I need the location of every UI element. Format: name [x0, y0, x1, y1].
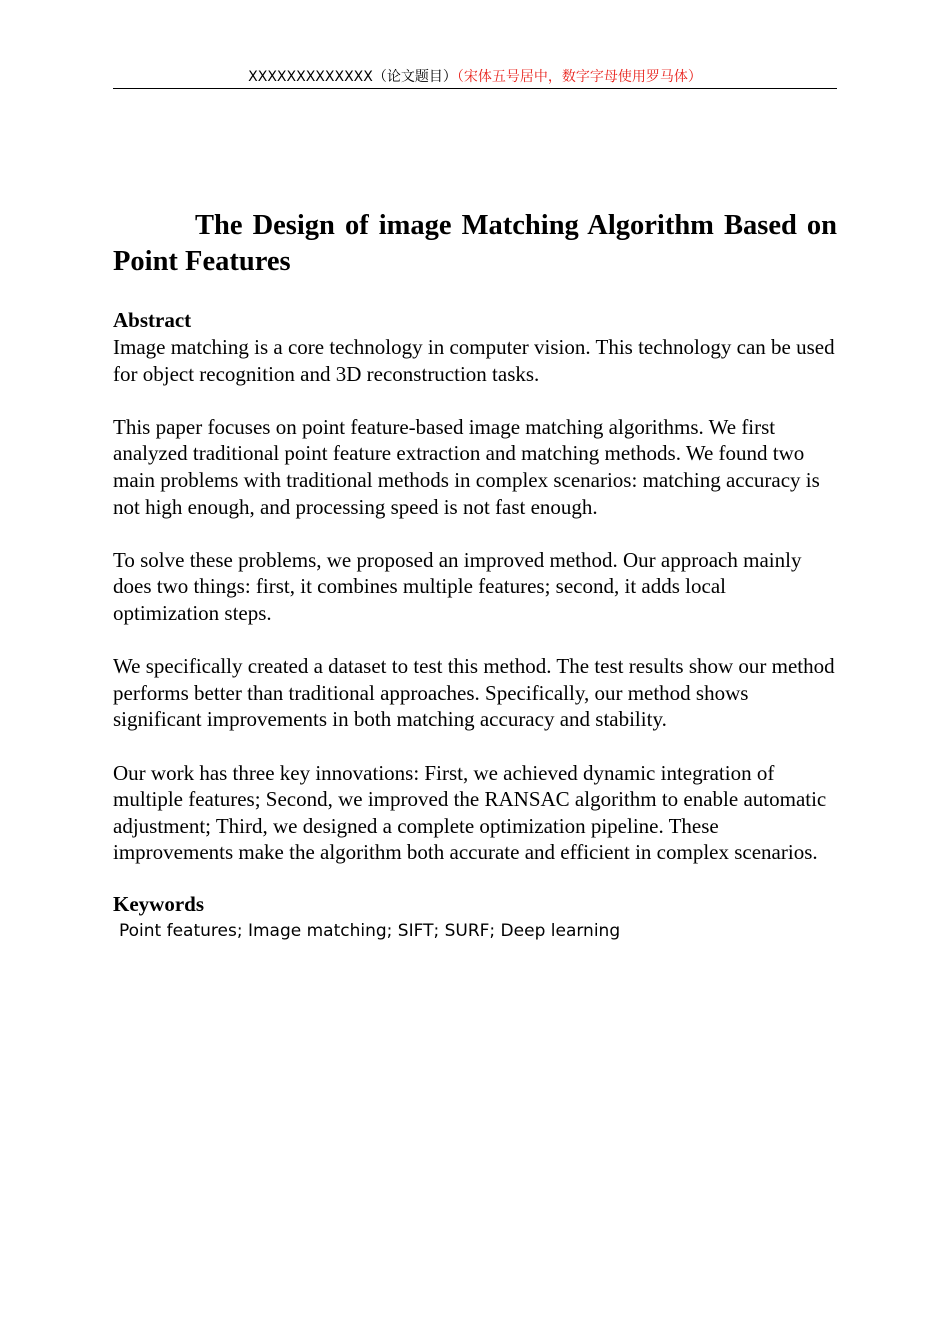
abstract-paragraph: Image matching is a core technology in computer vision. This technology can be used for object recognition and 3D reconstruction tasks.: [113, 335, 835, 386]
abstract-paragraph: This paper focuses on point feature-based image matching algorithms. We first analyzed traditional point feature extraction and matching methods. We found two main problems with traditional methods in complex scenarios: matching accuracy is not high enough, and processing speed is not fast enough.: [113, 414, 820, 519]
abstract-paragraph: To solve these problems, we proposed an improved method. Our approach mainly does two things: first, it combines multiple features; second, it adds local optimization steps.: [113, 547, 802, 625]
running-header: [113, 66, 837, 89]
keywords-heading: Keywords: [113, 891, 204, 916]
header-thesis-title: XXXXXXXXXXXXX（论文题目）: [248, 69, 457, 85]
header-format-note: （宋体五号居中，数字字母使用罗马体）: [456, 69, 702, 85]
abstract-paragraph: Our work has three key innovations: First, we achieved dynamic integration of multiple features; Second, we improved the RANSAC algorithm to enable automatic adjustment; Third, we designed a complete optimization pipeline. These improvements make the algorithm both accurate and efficient in complex scenarios.: [113, 760, 827, 865]
abstract-body: [113, 334, 837, 866]
paper-title: The Design of image Matching Algorithm Based on Point Features: [113, 210, 837, 277]
abstract-heading: Abstract: [113, 308, 192, 332]
abstract-paragraph: We specifically created a dataset to test this method. The test results show our method performs better than traditional approaches. Specifically, our method shows significant improvements in both matching accuracy and stability.: [113, 654, 835, 732]
document-body: [113, 208, 837, 944]
keywords-list: Point features; Image matching; SIFT; SURF; Deep learning: [119, 920, 621, 941]
